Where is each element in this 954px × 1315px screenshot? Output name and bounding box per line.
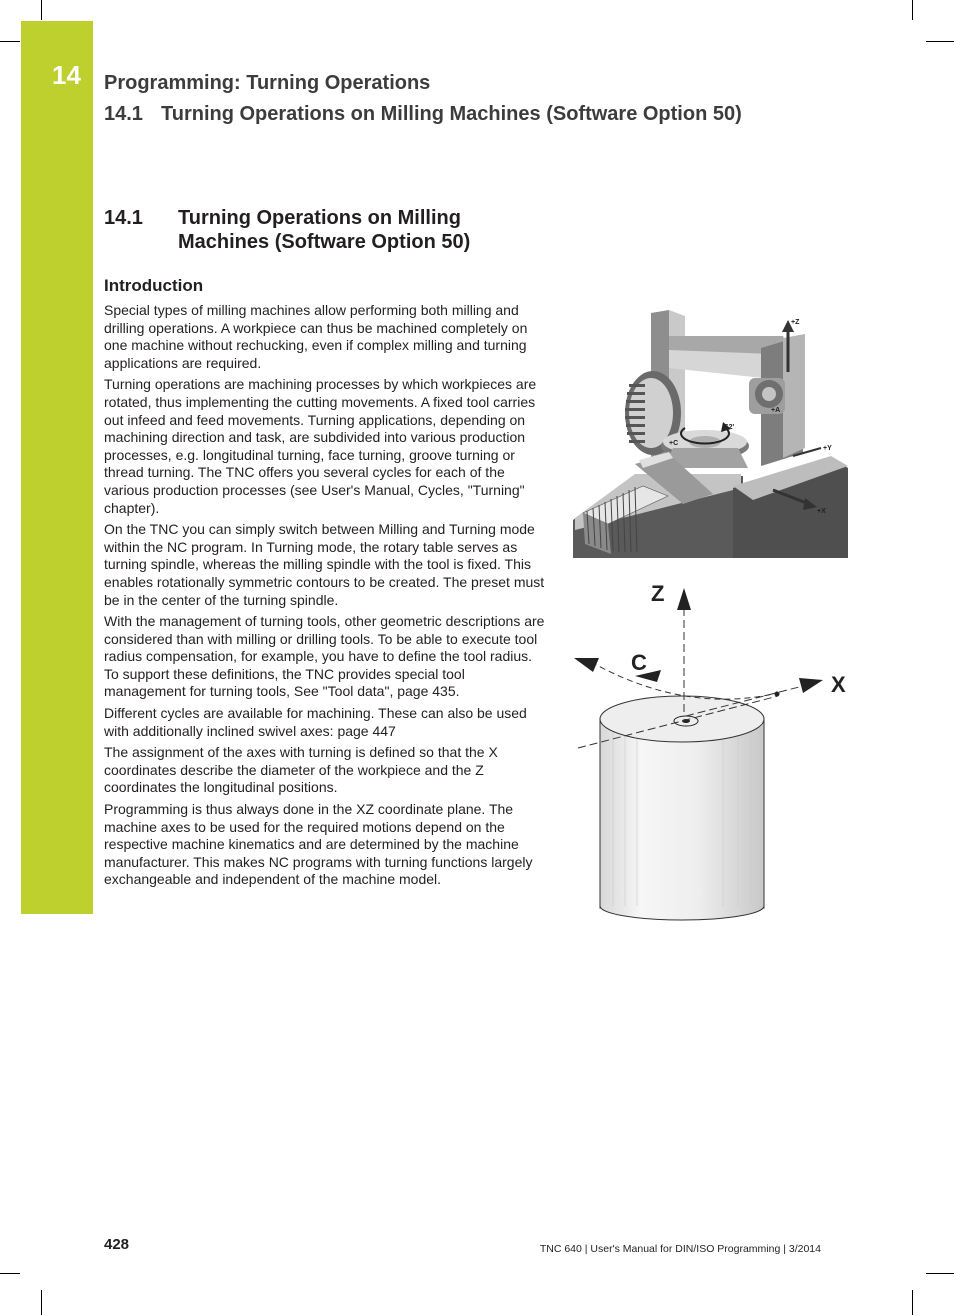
chapter-number: 14 xyxy=(52,60,81,90)
crop-mark xyxy=(912,1290,913,1315)
figure-svg xyxy=(573,308,853,923)
crop-mark xyxy=(41,1290,42,1315)
crop-mark xyxy=(0,41,20,42)
machine-label-z: +Z xyxy=(791,319,800,326)
chapter-tab xyxy=(21,21,93,914)
paragraph: The assignment of the axes with turning is defined so that the X coordinates describe the diameter of the workpiece and the Z coordinates the longitudinal positions. xyxy=(104,744,498,796)
paragraph: On the TNC you can simply switch between Milling and Turning mode within the NC program. In Turning mode, the rotary table serves as turning spindle, whereas the milling spindle with the tool is fixed. This enables rotationally symmetric contours to be created. The preset must be in the center of the turning spindle. xyxy=(104,521,545,608)
crop-mark xyxy=(926,41,954,42)
paragraph: With the management of turning tools, other geometric descriptions are considered than with milling or drilling tools. To be able to execute tool radius compensation, for example, you have to define the tool radius. To support these definitions, the TNC provides special tool management for turning tools, See "Tool data", page 435. xyxy=(104,613,545,700)
paragraph: Different cycles are available for machining. These can also be used with additionally inclined swivel axes: page 447 xyxy=(104,705,527,739)
subsection-heading: Introduction xyxy=(104,276,204,295)
machine-label-y: +Y xyxy=(823,445,832,452)
paragraph: Programming is thus always done in the XZ coordinate plane. The machine axes to be used for the required motions depend on the respective machine kinematics and are determined by the machine manufacturer. This makes NC programs with turning functions largely exchangeable and independent of the machine model. xyxy=(104,801,533,888)
figure xyxy=(573,308,853,928)
section-number: 14.1 xyxy=(104,207,143,229)
paragraph: Turning operations are machining processes by which workpieces are rotated, thus implementing the cutting movements. A fixed tool carries out infeed and feed movements. Turning applications, depending on machining direction and task, are subdivided into various production processes, e.g. longitudinal turning, face turning, groove turning or thread turning. The TNC offers you several cycles for each of the various production processes (see User's Manual, Cycles, "Turning" chapter). xyxy=(104,376,537,516)
axis-label-z: Z xyxy=(651,581,665,606)
machine-illustration xyxy=(573,310,848,558)
running-header-section-title: Turning Operations on Milling Machines (Software Option 50) xyxy=(161,103,742,125)
axis-label-c: C xyxy=(631,650,647,675)
page-number: 428 xyxy=(104,1236,130,1253)
crop-mark xyxy=(0,1273,20,1274)
axis-label-x: X xyxy=(831,672,846,697)
machine-label-a: +A xyxy=(771,407,781,414)
crop-mark xyxy=(41,0,42,20)
footer-text: TNC 640 | User's Manual for DIN/ISO Programming | 3/2014 xyxy=(539,1243,821,1255)
running-header-chapter: Programming: Turning Operations xyxy=(104,72,431,94)
crop-mark xyxy=(926,1273,954,1274)
running-header-section xyxy=(104,103,742,126)
body-text xyxy=(104,302,546,893)
running-header-section-number: 14.1 xyxy=(104,103,143,125)
crop-mark xyxy=(912,0,913,20)
machine-label-s: S2' xyxy=(724,424,735,431)
paragraph: Special types of milling machines allow performing both milling and drilling operations. A workpiece can thus be machined completely on one machine without rechucking, even if complex milling and turning applications are required. xyxy=(104,302,528,371)
machine-label-c: +C xyxy=(669,440,679,447)
axis-diagram xyxy=(574,581,846,920)
section-title: Turning Operations on Milling Machines (Software Option 50) xyxy=(178,207,471,253)
machine-label-x: +X xyxy=(817,508,826,515)
